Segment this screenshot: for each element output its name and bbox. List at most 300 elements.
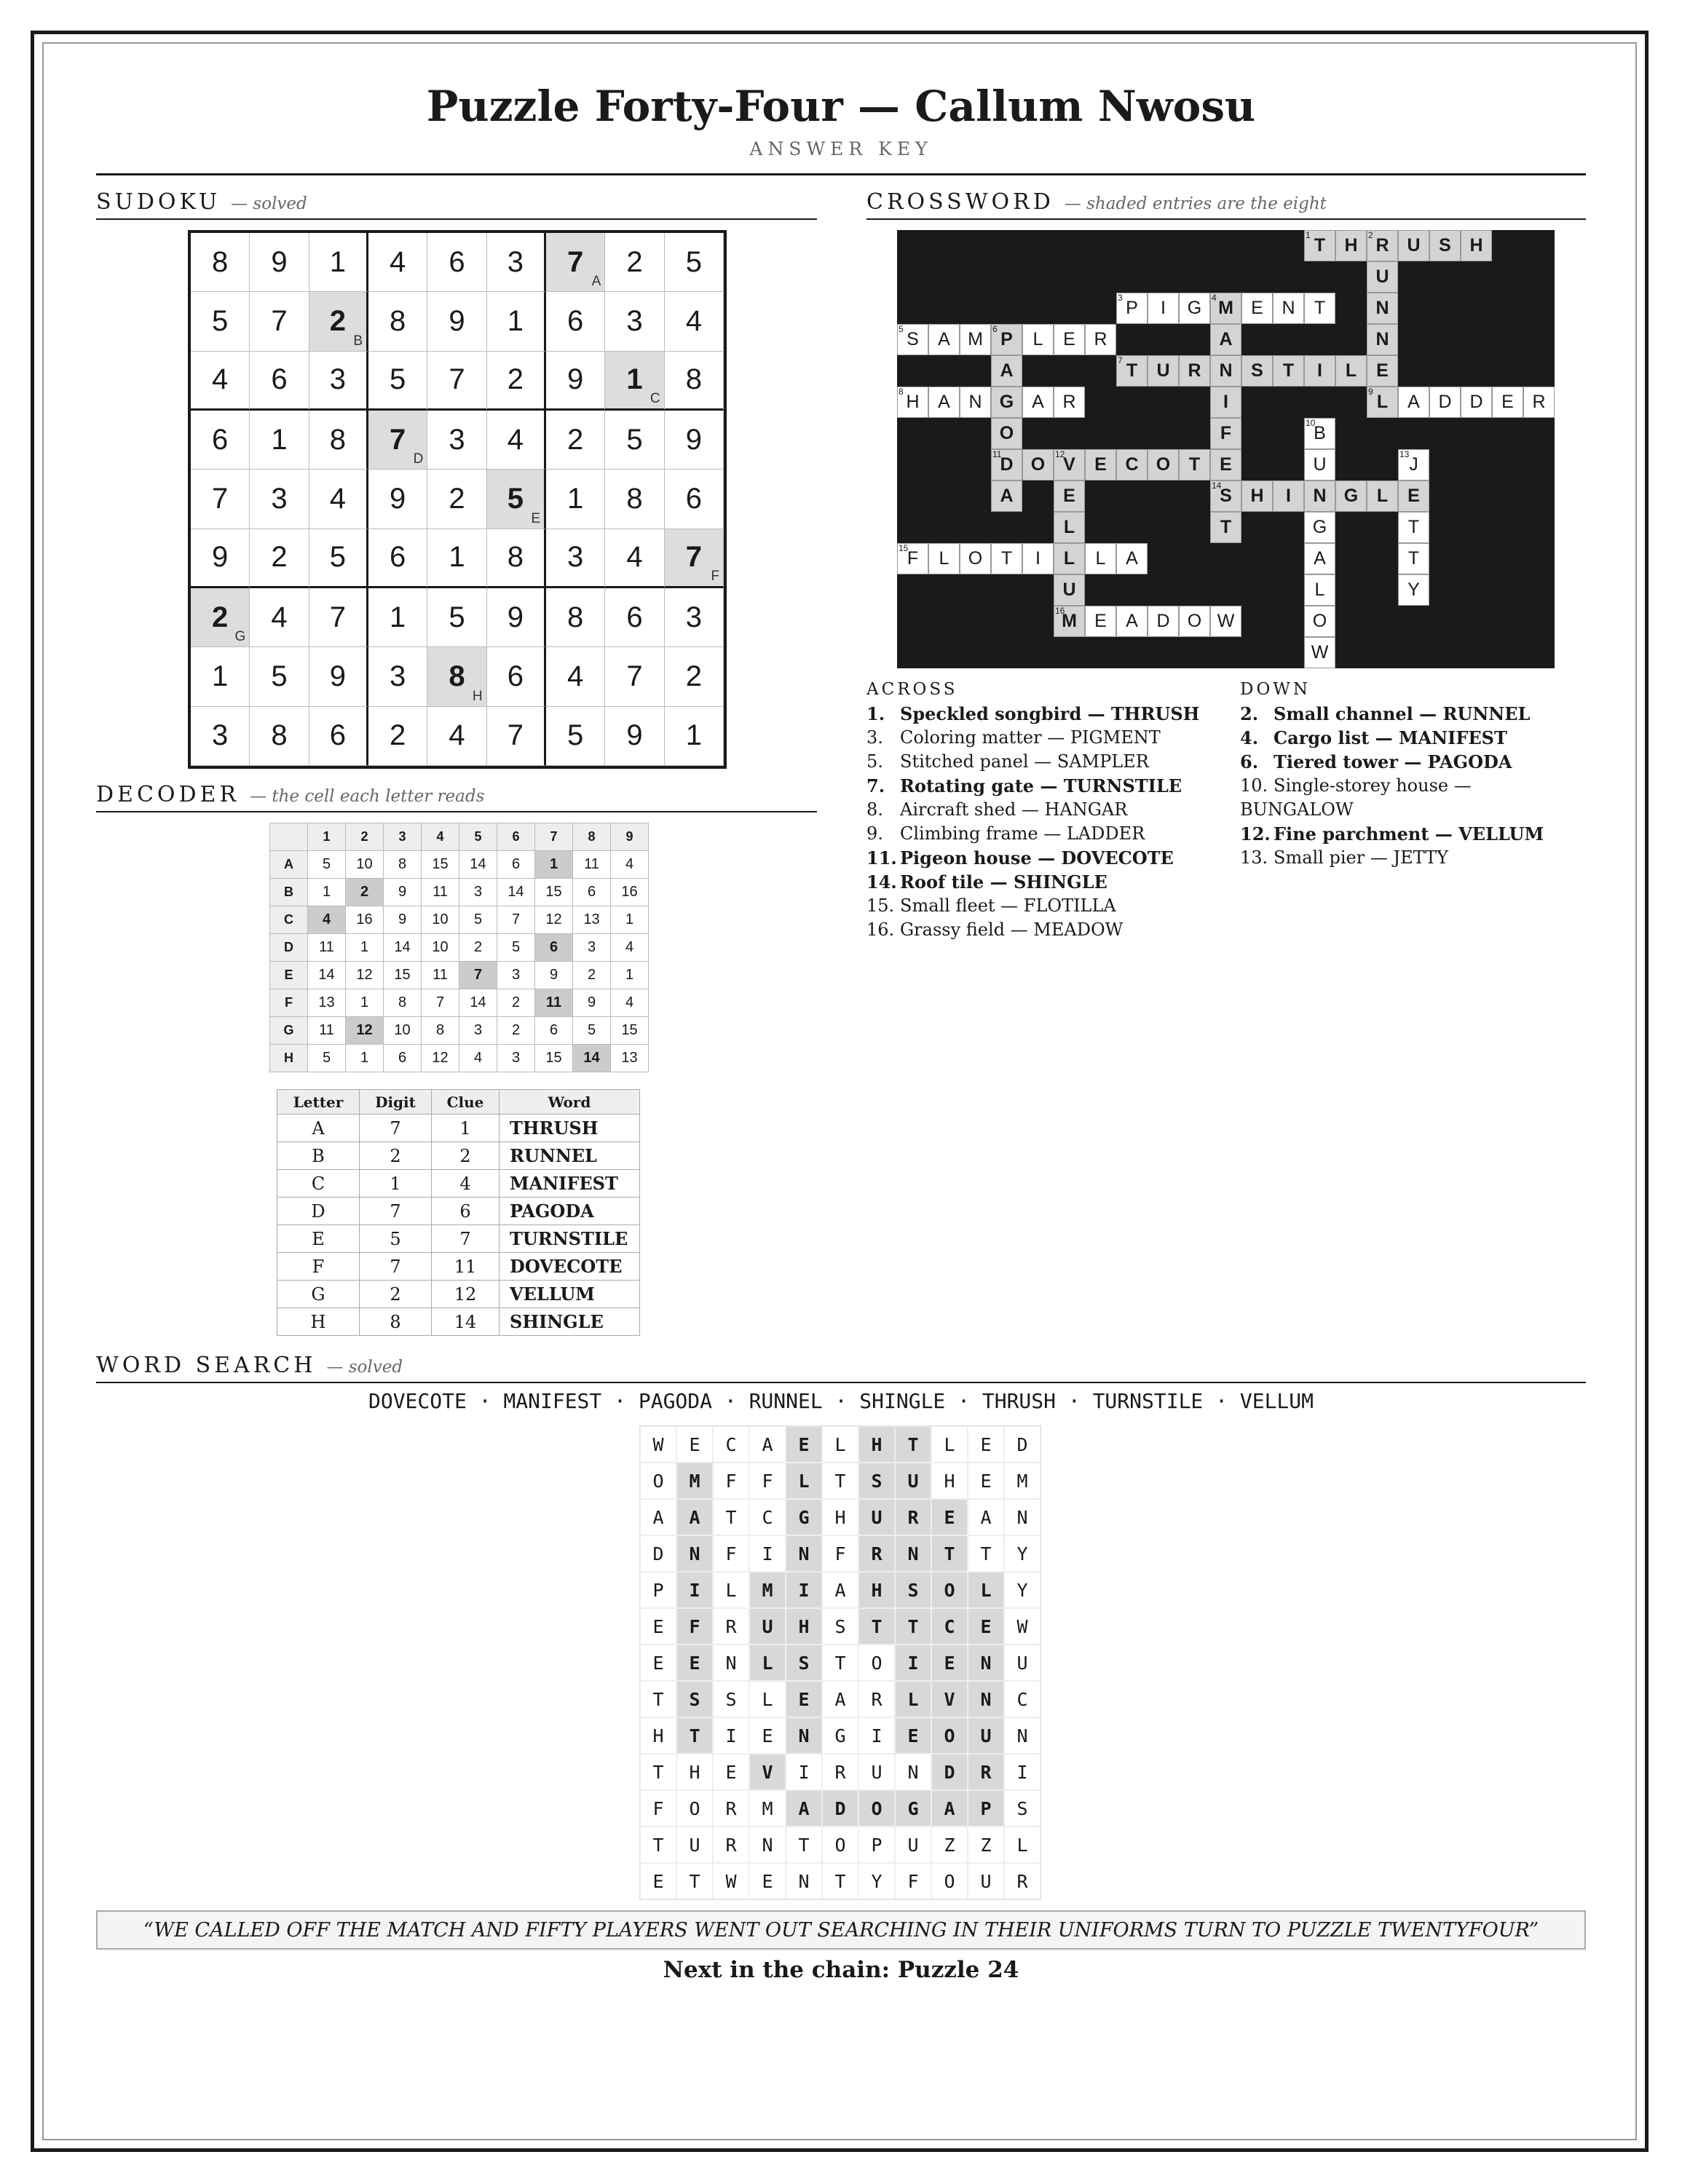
wordsearch-cell: R xyxy=(713,1827,749,1863)
sudoku-cell xyxy=(191,707,250,766)
crossword-letter: L xyxy=(1063,548,1075,569)
decoder-cell: 5 xyxy=(308,1045,346,1072)
sudoku-cell xyxy=(546,233,605,292)
crossword-cell xyxy=(1210,387,1241,418)
crossword-letter: R xyxy=(1062,392,1076,412)
clue-text: Small fleet — FLOTILLA xyxy=(900,895,1116,916)
decoder-cell: 3 xyxy=(459,1017,497,1045)
wordsearch-cell: L xyxy=(822,1426,858,1463)
wordsearch-cell: T xyxy=(822,1645,858,1681)
sudoku-cell xyxy=(487,588,546,647)
crossword-clue-number: 12 xyxy=(1055,449,1065,459)
sudoku-cell xyxy=(309,470,368,529)
sudoku-digit: 2 xyxy=(329,304,346,337)
decoder-cell: 1 xyxy=(611,962,649,989)
letter-table-cell: 8 xyxy=(360,1308,432,1336)
crossword-letter: L xyxy=(1345,360,1357,381)
decoder-cell: 9 xyxy=(573,989,611,1017)
crossword-cell xyxy=(991,418,1022,449)
crossword-cell xyxy=(1304,606,1335,637)
title-rule xyxy=(96,173,1586,175)
decoder-row xyxy=(270,1017,649,1045)
crossword-cell xyxy=(1523,387,1555,418)
clue-item xyxy=(866,894,1231,918)
wordsearch-cell: E xyxy=(713,1754,749,1790)
wordsearch-grid xyxy=(639,1425,1041,1900)
wordsearch-cell: T xyxy=(786,1827,822,1863)
letter-table-cell: H xyxy=(277,1308,360,1336)
sudoku-digit: 3 xyxy=(271,482,288,515)
decoder-cell: 4 xyxy=(459,1045,497,1072)
wordsearch-cell: E xyxy=(676,1426,713,1463)
clue-number: 6. xyxy=(1240,751,1259,772)
sudoku-digit: 1 xyxy=(212,660,229,692)
letter-table-row xyxy=(277,1115,640,1142)
sudoku-cell xyxy=(605,411,664,470)
crossword-cell xyxy=(1054,449,1085,480)
crossword-letter: E xyxy=(1376,360,1389,381)
sudoku-cell xyxy=(546,707,605,766)
sudoku-cell xyxy=(546,292,605,351)
crossword-cell xyxy=(928,324,960,355)
wordsearch-cell: T xyxy=(822,1463,858,1499)
wordsearch-cell: W xyxy=(713,1863,749,1899)
wordsearch-cell: P xyxy=(858,1827,895,1863)
decoder-row-header: C xyxy=(270,906,308,934)
letter-table-cell: RUNNEL xyxy=(500,1142,640,1170)
sudoku-cell xyxy=(191,352,250,411)
wordsearch-note: — solved xyxy=(326,1358,403,1377)
crossword-letter: E xyxy=(1094,454,1107,475)
letter-table-cell: 2 xyxy=(360,1281,432,1308)
wordsearch-cell: I xyxy=(676,1572,713,1608)
sudoku-digit: 7 xyxy=(390,423,406,456)
decoder-col-header: 9 xyxy=(611,823,649,851)
across-heading: ACROSS xyxy=(866,680,958,699)
crossword-cell xyxy=(1022,449,1054,480)
clue-number: 3. xyxy=(866,727,883,748)
wordsearch-cell: T xyxy=(640,1754,676,1790)
crossword-cell xyxy=(991,543,1022,574)
sudoku-cell xyxy=(487,352,546,411)
letter-table-row xyxy=(277,1281,640,1308)
crossword-cell xyxy=(1335,480,1367,512)
wordsearch-cell: P xyxy=(640,1572,676,1608)
decoder-cell: 10 xyxy=(422,934,459,962)
crossword-letter: S xyxy=(1220,486,1232,506)
crossword-letter: T xyxy=(1126,360,1138,381)
wordsearch-cell: W xyxy=(1004,1608,1041,1645)
page-subtitle: ANSWER KEY xyxy=(749,138,933,159)
sudoku-digit: 5 xyxy=(567,719,584,752)
crossword-clue-number: 5 xyxy=(899,324,904,334)
sudoku-letter-tag: E xyxy=(531,510,540,526)
sudoku-digit: 4 xyxy=(449,719,465,752)
decoder-cell: 12 xyxy=(535,906,573,934)
sudoku-cell xyxy=(309,707,368,766)
clue-number: 10. xyxy=(1240,775,1268,796)
wordsearch-cell: G xyxy=(786,1499,822,1535)
sudoku-digit: 4 xyxy=(329,482,346,515)
crossword-cell xyxy=(1179,449,1210,480)
wordsearch-cell: I xyxy=(786,1754,822,1790)
crossword-letter: W xyxy=(1217,611,1235,631)
clue-item xyxy=(866,822,1231,846)
sudoku-cell xyxy=(427,470,486,529)
crossword-letter: A xyxy=(1032,392,1044,412)
sudoku-digit: 6 xyxy=(329,719,346,752)
crossword-letter: D xyxy=(1469,392,1483,412)
decoder-cell: 14 xyxy=(573,1045,611,1072)
crossword-letter: H xyxy=(1344,235,1358,256)
crossword-letter: P xyxy=(1000,329,1013,349)
sudoku-cell xyxy=(605,529,664,588)
sudoku-digit: 2 xyxy=(626,245,643,278)
crossword-letter: T xyxy=(1407,548,1420,569)
decoder-row-header: B xyxy=(270,879,308,906)
decoder-cell: 1 xyxy=(346,989,384,1017)
clue-number: 2. xyxy=(1240,703,1259,724)
crossword-clue-number: 13 xyxy=(1399,449,1410,459)
crossword-cell xyxy=(1085,449,1116,480)
decoder-cell: 3 xyxy=(497,962,535,989)
sudoku-cell xyxy=(427,352,486,411)
wordsearch-cell: I xyxy=(1004,1754,1041,1790)
crossword-clue-number: 16 xyxy=(1055,606,1065,616)
crossword-letter: M xyxy=(968,329,983,349)
wordsearch-cell: E xyxy=(749,1863,786,1899)
wordsearch-cell: A xyxy=(822,1681,858,1717)
crossword-letter: A xyxy=(1314,548,1326,569)
sudoku-digit: 5 xyxy=(449,601,465,633)
wordsearch-cell: T xyxy=(640,1827,676,1863)
crossword-letter: R xyxy=(1188,360,1201,381)
wordsearch-cell: U xyxy=(749,1608,786,1645)
sudoku-digit: 9 xyxy=(212,541,229,574)
wordsearch-cell: N xyxy=(749,1827,786,1863)
wordsearch-cell: N xyxy=(786,1535,822,1572)
decoder-cell: 14 xyxy=(459,989,497,1017)
sudoku-cell xyxy=(427,588,486,647)
crossword-letter: A xyxy=(938,329,950,349)
sudoku-cell xyxy=(427,529,486,588)
sudoku-digit: 9 xyxy=(626,719,643,752)
decoder-row-header: E xyxy=(270,962,308,989)
decoder-row xyxy=(270,962,649,989)
sudoku-digit: 6 xyxy=(390,541,406,574)
crossword-cell xyxy=(1367,387,1398,418)
crossword-letter: R xyxy=(1094,329,1107,349)
decoder-cell: 6 xyxy=(535,1017,573,1045)
decoder-cell: 10 xyxy=(422,906,459,934)
crossword-cell xyxy=(1304,637,1335,668)
decoder-cell: 15 xyxy=(535,879,573,906)
crossword-letter: E xyxy=(1251,298,1263,318)
wordsearch-cell: L xyxy=(786,1463,822,1499)
wordsearch-cell: V xyxy=(931,1681,968,1717)
decoder-cell: 12 xyxy=(346,1017,384,1045)
crossword-cell xyxy=(1398,230,1429,261)
letter-table-cell: 6 xyxy=(432,1198,500,1225)
decoder-cell: 7 xyxy=(459,962,497,989)
wordsearch-cell: Y xyxy=(1004,1572,1041,1608)
crossword-cell xyxy=(1304,480,1335,512)
sudoku-cell xyxy=(250,292,309,351)
crossword-letter: F xyxy=(907,548,919,569)
decoder-cell: 4 xyxy=(308,906,346,934)
wordsearch-cell: F xyxy=(713,1463,749,1499)
sudoku-cell xyxy=(605,707,664,766)
decoder-cell: 6 xyxy=(573,879,611,906)
sudoku-digit: 1 xyxy=(271,423,288,456)
clue-item xyxy=(866,870,1231,894)
sudoku-digit: 1 xyxy=(390,601,406,633)
crossword-cell xyxy=(991,449,1022,480)
decoder-cell: 4 xyxy=(611,989,649,1017)
crossword-clue-number: 10 xyxy=(1306,418,1316,428)
clue-text: Cargo list — MANIFEST xyxy=(1274,727,1507,748)
wordsearch-cell: E xyxy=(676,1645,713,1681)
wordsearch-cell: A xyxy=(676,1499,713,1535)
crossword-letter: A xyxy=(1219,329,1233,349)
letter-table-cell: TURNSTILE xyxy=(500,1225,640,1253)
decoder-cell: 2 xyxy=(497,1017,535,1045)
crossword-letter: E xyxy=(1407,486,1420,506)
sudoku-digit: 3 xyxy=(685,601,702,633)
crossword-cell xyxy=(1367,355,1398,387)
sudoku-digit: 5 xyxy=(507,482,524,515)
crossword-letter: U xyxy=(1375,266,1389,287)
crossword-cell xyxy=(1241,480,1273,512)
decoder-cell: 1 xyxy=(308,879,346,906)
decoder-cell: 11 xyxy=(308,1017,346,1045)
wordsearch-cell: E xyxy=(640,1608,676,1645)
crossword-cell xyxy=(1116,355,1148,387)
crossword-letter: I xyxy=(1317,360,1322,381)
clue-text: Speckled songbird — THRUSH xyxy=(900,703,1200,724)
sudoku-digit: 7 xyxy=(507,719,524,752)
decoder-cell: 1 xyxy=(346,1045,384,1072)
wordsearch-cell: U xyxy=(858,1754,895,1790)
wordsearch-cell: R xyxy=(713,1790,749,1827)
wordsearch-cell: U xyxy=(676,1827,713,1863)
sudoku-digit: 1 xyxy=(626,363,643,396)
crossword-cell xyxy=(1210,324,1241,355)
wordsearch-cell: A xyxy=(749,1426,786,1463)
letter-table-header: Letter xyxy=(277,1090,360,1115)
decoder-cell: 11 xyxy=(422,879,459,906)
wordsearch-cell: T xyxy=(822,1863,858,1899)
decoder-cell: 1 xyxy=(346,934,384,962)
clue-item xyxy=(1240,774,1560,822)
wordsearch-cell: E xyxy=(640,1645,676,1681)
crossword-letter: V xyxy=(1063,454,1075,475)
crossword-clue-number: 11 xyxy=(992,449,1002,459)
sudoku-digit: 5 xyxy=(271,660,288,692)
sudoku-cell xyxy=(546,588,605,647)
wordsearch-cell: C xyxy=(931,1608,968,1645)
sudoku-digit: 7 xyxy=(212,482,229,515)
sudoku-digit: 3 xyxy=(626,304,643,337)
crossword-letter: U xyxy=(1407,235,1421,256)
crossword-letter: A xyxy=(1126,611,1138,631)
crossword-cell xyxy=(1210,449,1241,480)
crossword-cell xyxy=(928,387,960,418)
wordsearch-cell: F xyxy=(713,1535,749,1572)
wordsearch-cell: L xyxy=(713,1572,749,1608)
decoder-cell: 15 xyxy=(384,962,422,989)
wordsearch-cell: H xyxy=(858,1426,895,1463)
sudoku-letter-tag: D xyxy=(413,451,424,467)
crossword-cell xyxy=(1273,355,1304,387)
wordsearch-cell: N xyxy=(676,1535,713,1572)
decoder-corner xyxy=(270,823,308,851)
letter-table-header: Clue xyxy=(432,1090,500,1115)
crossword-cell xyxy=(1429,230,1461,261)
crossword-cell xyxy=(1054,574,1085,606)
clue-number: 15. xyxy=(866,895,895,916)
sudoku-cell xyxy=(665,707,724,766)
sudoku-digit: 7 xyxy=(271,304,288,337)
wordsearch-cell: I xyxy=(895,1645,931,1681)
sudoku-digit: 4 xyxy=(626,541,643,574)
sudoku-digit: 4 xyxy=(567,660,584,692)
crossword-letter: A xyxy=(938,392,950,412)
crossword-cell xyxy=(1335,355,1367,387)
decoder-col-header: 2 xyxy=(346,823,384,851)
sudoku-digit: 3 xyxy=(390,660,406,692)
crossword-letter: L xyxy=(1063,517,1075,537)
wordsearch-cell: L xyxy=(931,1426,968,1463)
wordsearch-cell: T xyxy=(968,1535,1004,1572)
wordsearch-cell: E xyxy=(640,1863,676,1899)
wordsearch-cell: S xyxy=(676,1681,713,1717)
letter-table-row xyxy=(277,1253,640,1281)
wordsearch-cell: Z xyxy=(968,1827,1004,1863)
sudoku-digit: 1 xyxy=(567,482,584,515)
sudoku-digit: 8 xyxy=(685,363,702,396)
decoder-cell: 3 xyxy=(573,934,611,962)
crossword-letter: E xyxy=(1220,454,1232,475)
crossword-cell xyxy=(1304,449,1335,480)
sudoku-cell xyxy=(250,588,309,647)
crossword-letter: O xyxy=(968,548,983,569)
crossword-cell xyxy=(1273,293,1304,324)
wordsearch-cell: O xyxy=(931,1863,968,1899)
wordsearch-cell: N xyxy=(786,1863,822,1899)
decoder-row xyxy=(270,1045,649,1072)
decoder-cell: 12 xyxy=(346,962,384,989)
crossword-letter: D xyxy=(1438,392,1452,412)
wordsearch-cell: R xyxy=(895,1499,931,1535)
sudoku-digit: 6 xyxy=(271,363,288,396)
sudoku-letter-tag: B xyxy=(353,333,363,349)
decoder-cell: 13 xyxy=(611,1045,649,1072)
clue-item xyxy=(1240,702,1560,726)
sudoku-digit: 7 xyxy=(626,660,643,692)
sudoku-cell xyxy=(368,707,427,766)
decoder-col-header: 5 xyxy=(459,823,497,851)
sudoku-digit: 9 xyxy=(271,245,288,278)
wordsearch-cell: H xyxy=(931,1463,968,1499)
sudoku-digit: 1 xyxy=(449,541,465,574)
decoder-cell: 7 xyxy=(497,906,535,934)
wordsearch-cell: M xyxy=(1004,1463,1041,1499)
crossword-clue-number: 15 xyxy=(899,543,909,553)
decoder-cell: 2 xyxy=(459,934,497,962)
crossword-letter: G xyxy=(999,392,1014,412)
crossword-cell xyxy=(1054,324,1085,355)
sudoku-cell xyxy=(309,352,368,411)
decoder-cell: 4 xyxy=(611,851,649,879)
crossword-cell xyxy=(1085,324,1116,355)
decoder-cell: 13 xyxy=(573,906,611,934)
crossword-clue-number: 4 xyxy=(1212,293,1217,303)
letter-table-cell: B xyxy=(277,1142,360,1170)
decoder-heading xyxy=(96,782,484,807)
sudoku-cell xyxy=(368,233,427,292)
letter-table-cell: 11 xyxy=(432,1253,500,1281)
wordsearch-cell: S xyxy=(858,1463,895,1499)
clue-number: 14. xyxy=(866,871,897,893)
clue-item xyxy=(1240,822,1560,846)
decoder-cell: 5 xyxy=(308,851,346,879)
clue-number: 13. xyxy=(1240,847,1268,868)
wordsearch-cell: G xyxy=(895,1790,931,1827)
sudoku-digit: 1 xyxy=(685,719,702,752)
clue-number: 16. xyxy=(866,919,895,940)
wordsearch-cell: O xyxy=(858,1645,895,1681)
crossword-letter: C xyxy=(1125,454,1139,475)
clue-number: 11. xyxy=(866,847,897,869)
decoder-cell: 15 xyxy=(422,851,459,879)
sudoku-cell xyxy=(309,292,368,351)
wordsearch-cell: N xyxy=(1004,1499,1041,1535)
clue-text: Coloring matter — PIGMENT xyxy=(900,727,1161,748)
crossword-letter: I xyxy=(1286,486,1291,506)
crossword-letter: G xyxy=(1187,298,1202,318)
crossword-cell xyxy=(991,324,1022,355)
sudoku-cell xyxy=(191,292,250,351)
crossword-letter: R xyxy=(1375,235,1389,256)
crossword-letter: T xyxy=(1407,517,1420,537)
crossword-cell xyxy=(960,324,991,355)
wordsearch-cell: T xyxy=(640,1681,676,1717)
crossword-cell xyxy=(1398,543,1429,574)
sudoku-cell xyxy=(487,647,546,706)
decoder-cell: 14 xyxy=(308,962,346,989)
sudoku-cell xyxy=(546,647,605,706)
wordsearch-cell: E xyxy=(931,1645,968,1681)
letter-table-cell: 5 xyxy=(360,1225,432,1253)
sudoku-cell xyxy=(250,352,309,411)
letter-table-cell: 1 xyxy=(360,1170,432,1198)
crossword-cell xyxy=(960,543,991,574)
letter-table-row xyxy=(277,1198,640,1225)
decoder-col-header: 7 xyxy=(535,823,573,851)
crossword-cell xyxy=(1241,293,1273,324)
sudoku-cell xyxy=(665,647,724,706)
crossword-cell xyxy=(1210,355,1241,387)
wordsearch-cell: N xyxy=(713,1645,749,1681)
crossword-cell xyxy=(1461,387,1492,418)
sudoku-letter-tag: H xyxy=(472,688,483,704)
crossword-letter: H xyxy=(906,392,920,412)
crossword-letter: L xyxy=(939,548,949,569)
crossword-letter: S xyxy=(1251,360,1263,381)
crossword-letter: A xyxy=(1126,548,1138,569)
crossword-letter: R xyxy=(1532,392,1546,412)
